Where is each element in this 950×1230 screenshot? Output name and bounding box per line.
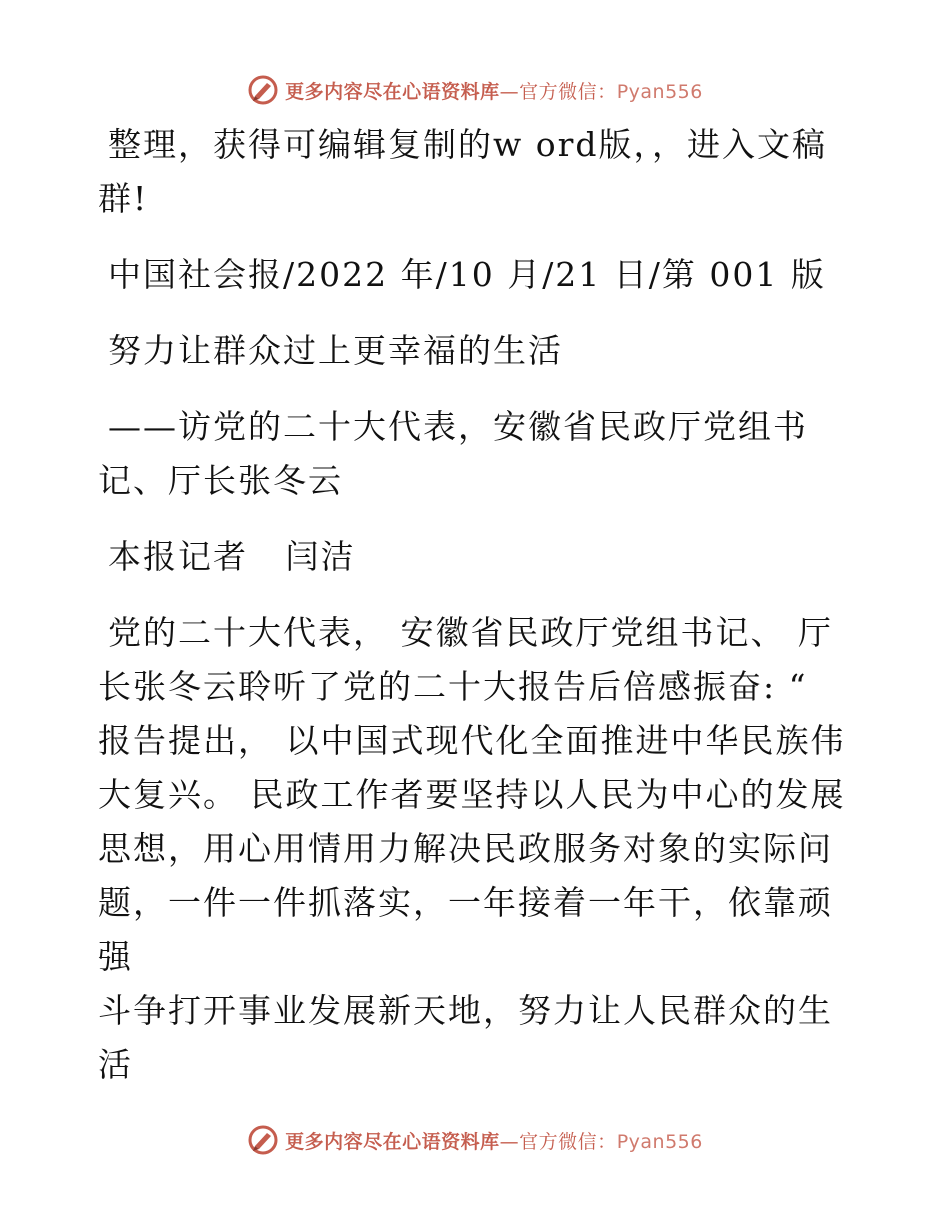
body-line: 报告提出， 以中国式现代化全面推进中华民族伟 [98,721,846,760]
intro-line-2: 群! [98,179,149,218]
headline: 努力让群众过上更幸福的生活 [108,331,563,370]
watermark-handle: Pyan556 [616,80,703,103]
header-watermark [0,70,950,110]
intro-line-1: 整理，获得可编辑复制的w ord版，，进入文稿 [108,125,828,164]
subtitle-line-2: 记、厅长张冬云 [98,461,343,500]
document-body [98,118,858,1092]
body-line: 长张冬云聆听了党的二十大报告后倍感振奋: “ [98,667,808,706]
source-line: 中国社会报/2022 年/10 月/21 日/第 001 版 [108,255,826,294]
watermark-dash: — [499,1130,520,1153]
watermark-text [285,77,703,104]
pen-logo-icon [247,74,279,106]
pen-logo-icon [247,1124,279,1156]
byline: 本报记者 闫洁 [108,537,356,576]
watermark-brand: 更多内容尽在心语资料库 [285,80,500,103]
body-line: 大复兴。 民政工作者要坚持以人民为中心的发展 [98,775,846,814]
body-line: 党的二十大代表， 安徽省民政厅党组书记、 厅 [108,613,833,652]
body-paragraph [98,606,858,1092]
watermark-label: 官方微信： [519,80,617,103]
watermark-handle: Pyan556 [616,1130,703,1153]
footer-watermark [0,1120,950,1160]
subtitle-line-1: ——访党的二十大代表，安徽省民政厅党组书 [108,407,808,446]
body-line: 思想，用心用情用力解决民政服务对象的实际问 [98,829,833,868]
watermark-dash: — [499,80,520,103]
watermark-brand: 更多内容尽在心语资料库 [285,1130,500,1153]
watermark-text [285,1127,703,1154]
body-line: 题，一件一件抓落实，一年接着一年干，依靠顽强 [98,883,833,976]
watermark-label: 官方微信： [519,1130,617,1153]
body-line: 斗争打开事业发展新天地，努力让人民群众的生活 [98,991,833,1084]
